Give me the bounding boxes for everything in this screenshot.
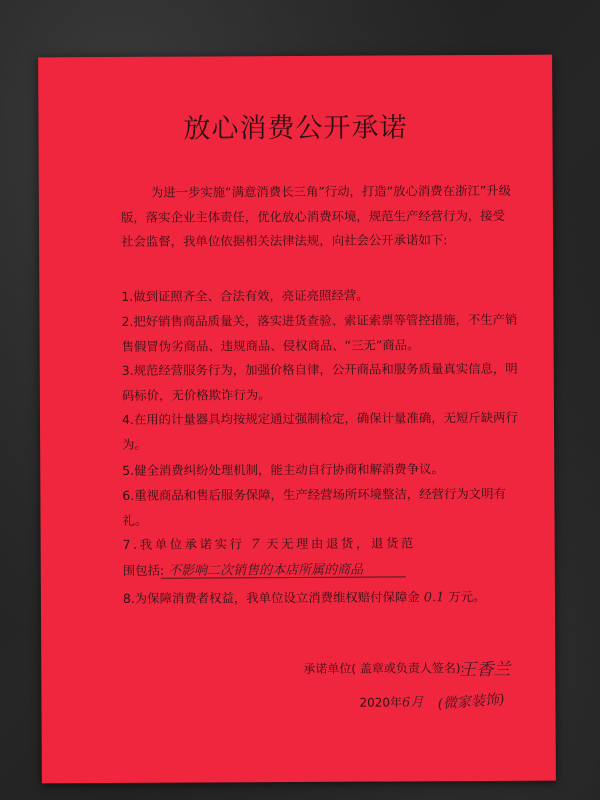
handwritten-days: 7	[251, 537, 260, 553]
commitment-item-2: 2.把好销售商品质量关，落实进货查验、索证索票等管控措施，不生产销售假冒伪劣商品、违规商品、侵权商品、“三无”商品。	[121, 311, 518, 354]
commitment-item-5: 5.健全消费纠纷处理机制，能主动自行协商和解消费争议。	[122, 461, 444, 478]
commitment-item-3: 3.规范经营服务行为，加强价格自律，公开商品和服务质量真实信息，明码标价，无价格欺诈行为。	[121, 360, 518, 403]
commitment-item-7-line2	[123, 557, 521, 585]
commitment-item-8	[123, 585, 521, 613]
date-line	[359, 691, 423, 710]
page-title: 放心消费公开承诺	[183, 112, 408, 145]
signature-label: 承诺单位( 盖章或负责人签名):	[303, 661, 465, 676]
handwritten-signature: 王香兰	[459, 659, 511, 681]
item8-suffix: 万元。	[448, 589, 486, 605]
item7-suffix: 天无理由退货，退货范	[265, 535, 416, 552]
handwritten-amount: 0.1	[423, 590, 445, 606]
commitment-item-1: 1.做到证照齐全、合法有效，亮证亮照经营。	[121, 287, 369, 304]
item7-prefix: 7.我单位承诺实行	[122, 536, 245, 552]
commitment-item-6: 6.重视商品和售后服务保障，生产经营场所环境整洁，经营行为文明有礼。	[122, 485, 506, 528]
item7-line2-prefix: 围包括:	[122, 562, 165, 578]
handwritten-return-scope: 不影响二次销售的本店所属的商品	[168, 562, 364, 579]
handwritten-month: 6月	[401, 695, 424, 711]
commitment-item-7	[123, 531, 523, 559]
intro-paragraph: 为进一步实施“满意消费长三角”行动，打造“放心消费在浙江”升级版，落实企业主体责任，优化放心消费环境，规范生产经营行为，接受社会监督，我单位依据相关法律法规，向社会公开承诺如下:	[120, 182, 512, 250]
handwritten-company-note: (微家装饰)	[437, 691, 505, 713]
commitment-item-4: 4.在用的计量器具均按规定通过强制检定，确保计量准确，无短斤缺两行为。	[121, 409, 518, 452]
commitment-document	[38, 55, 556, 784]
item8-prefix: 8.为保障消费者权益，我单位设立消费维权赔付保障金	[122, 589, 420, 606]
date-year: 2020年	[359, 695, 403, 710]
